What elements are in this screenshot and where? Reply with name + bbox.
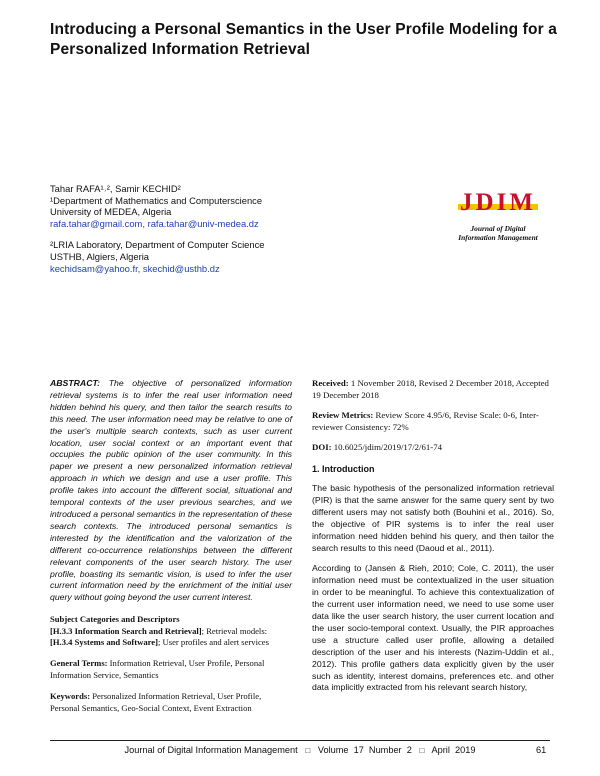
footer-volume: Volume 17 Number 2 (317, 745, 412, 755)
paper-title: Introducing a Personal Semantics in the User Profile Modeling for a Personalized Information Retrieval (50, 21, 558, 58)
author-names: Tahar RAFA¹˒², Samir KECHID² (50, 183, 181, 194)
received-dates (312, 378, 554, 401)
jdim-logo-icon (456, 183, 540, 221)
review-text: Review Score 4.95/6, Revise Scale: 0-6, Inter-reviewer Consistency: 72% (312, 410, 539, 432)
footer-date: April 2019 (431, 745, 476, 755)
abstract-text: The objective of personalized information retrieval systems is to infer the real user information need hidden behind his query, and then tailor the search results to this need. The user information need may be relative to one of the user's multiple search contexts, such as user current location, user social context or an important event that occupies the public opinion of the user community. In this paper we present a new personalized information retrieval approach in which we design and use a user profile. This profile takes into account the different social, situational and temporal contexts of the user previous searches, and we introduced a personal semantics in the representation of these search contexts. The introduced personal semantics is interested by the identification and the valorization of the different co-occurrence relationships between the different relevant components of the user search history. The user profile, boasting its semantic vision, is used to infer the user current information need by the enrichment of the initial user query without going beyond the user current interest. (50, 378, 292, 603)
received-label: Received: (312, 378, 349, 388)
footer-journal: Journal of Digital Information Management (124, 745, 298, 755)
intro-paragraph-1: The basic hypothesis of the personalized information retrieval (PIR) is that the same answer for the same query sent by two different users may not satisfy both (Bouhini et al., 2016). So, the objective of PIR systems is to infer the real user information need hidden behind his query, and then tailor the search results to this need (Daoud et al., 2011). (312, 482, 554, 553)
logo-caption-line1: Journal of Digital (470, 224, 526, 233)
affiliation-2-university: USTHB, Algiers, Algeria (50, 250, 149, 262)
subject-h33-text: ; Retrieval models: (201, 625, 268, 636)
doi-text[interactable]: 10.6025/jdim/2019/17/2/61-74 (331, 442, 443, 453)
keywords-text: Personalized Information Retrieval, User Profile, Personal Semantics, Geo-Social Context, Event Extraction (50, 691, 262, 713)
review-label: Review Metrics: (312, 410, 374, 421)
keywords (50, 691, 292, 714)
abstract (50, 378, 292, 604)
page-footer (50, 745, 550, 755)
affiliation-1-department: ¹Department of Mathematics and Computerscience (50, 194, 263, 206)
subject-h33-code: [H.3.3 Information Search and Retrieval] (50, 625, 202, 636)
affiliation-2-emails[interactable]: kechidsam@yahoo.fr, skechid@usthb.dz (50, 262, 220, 274)
logo-letters: JDIM (460, 189, 536, 216)
affiliation-1-emails[interactable]: rafa.tahar@gmail.com, rafa.tahar@univ-medea.dz (50, 217, 259, 229)
right-column (312, 378, 554, 703)
intro-paragraph-2: According to (Jansen & Rieh, 2010; Cole, C. 2011), the user information need must be contextualized in the user situation in order to be meaningful. To achieve this contextualization of the current user information need, we need to use some user data like the user search history, the user current location and the user socio-temporal context. Usually, the PIR approaches use a structure called user profile, allowing a detailed description of the user and his interests (Nazim-Uddin et al., 2012). This profile gathers data explicitly given by the user such as identity, interest domains, preferences etc. and other data implicitly extracted from his relevant search history, (312, 563, 554, 693)
intro-heading: 1. Introduction (312, 463, 375, 474)
affiliation-1-university: University of MEDEA, Algeria (50, 206, 172, 218)
subject-heading: Subject Categories and Descriptors (50, 614, 180, 625)
footer-separator-icon: □ (419, 746, 425, 755)
subject-categories (50, 614, 292, 648)
received-text: 1 November 2018, Revised 2 December 2018, Accepted 19 December 2018 (312, 378, 549, 400)
logo-caption-line2: Information Management (458, 233, 538, 242)
doi (312, 442, 554, 454)
review-metrics (312, 410, 554, 433)
general-terms-label: General Terms: (50, 658, 108, 669)
abstract-label: ABSTRACT: (50, 378, 101, 388)
page-number: 61 (536, 745, 547, 755)
doi-label: DOI: (312, 442, 332, 453)
affiliation-2-department: ²LRIA Laboratory, Department of Computer Science (50, 239, 265, 251)
footer-rule (50, 740, 550, 741)
logo-caption (448, 224, 548, 242)
subject-h34-code: [H.3.4 Systems and Software] (50, 637, 158, 648)
footer-separator-icon: □ (305, 746, 311, 755)
left-column (50, 378, 292, 714)
subject-h34-text: ; User profiles and alert services (157, 637, 269, 648)
general-terms (50, 658, 292, 681)
general-terms-text: Information Retrieval, User Profile, Personal Information Service, Semantics (50, 658, 265, 680)
keywords-label: Keywords: (50, 691, 91, 702)
author-block (50, 183, 380, 274)
journal-logo (448, 183, 548, 245)
